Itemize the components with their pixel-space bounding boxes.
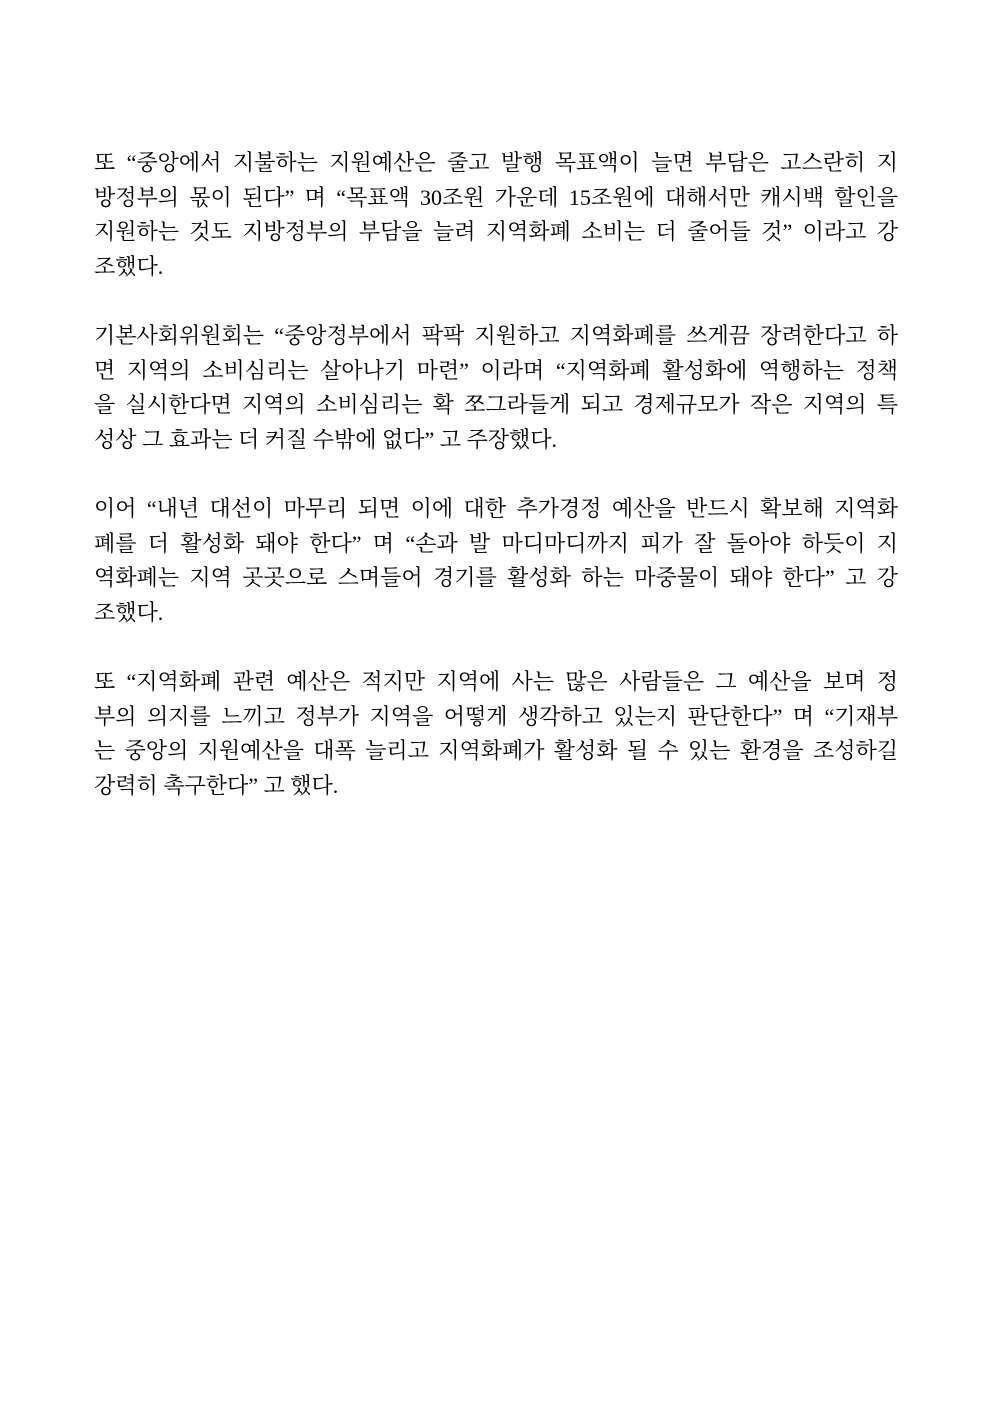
paragraph	[94, 146, 898, 284]
text-line: 성상 그 효과는 더 커질 수밖에 없다” 고 주장했다.	[94, 426, 558, 452]
text-line: 강력히 촉구한다” 고 했다.	[94, 772, 339, 798]
text-line: 조했다.	[94, 599, 164, 625]
text-line: 방정부의 몫이 된다” 며 “목표액 30조원 가운데 15조원에 대해서만 캐시백 할인을	[94, 184, 898, 210]
text-line: 조했다.	[94, 253, 164, 279]
text-line: 폐를 더 활성화 돼야 한다” 며 “손과 발 마디마디까지 피가 잘 돌아야 하듯이 지	[94, 530, 898, 556]
text-line: 부의 의지를 느끼고 정부가 지역을 어떻게 생각하고 있는지 판단한다” 며 “기재부	[94, 703, 898, 729]
text-line: 이어 “내년 대선이 마무리 되면 이에 대한 추가경정 예산을 반드시 확보해 지역화	[94, 495, 898, 521]
text-line: 면 지역의 소비심리는 살아나기 마련” 이라며 “지역화폐 활성화에 역행하는 정책	[94, 357, 898, 383]
text-line: 지원하는 것도 지방정부의 부담을 늘려 지역화폐 소비는 더 줄어들 것” 이라고 강	[94, 219, 898, 245]
paragraph	[94, 319, 898, 457]
text-line: 역화폐는 지역 곳곳으로 스며들어 경기를 활성화 하는 마중물이 돼야 한다” 고 강	[94, 565, 898, 591]
text-line: 또 “중앙에서 지불하는 지원예산은 줄고 발행 목표액이 늘면 부담은 고스란히 지	[94, 150, 898, 175]
text-line: 기본사회위원회는 “중앙정부에서 팍팍 지원하고 지역화폐를 쓰게끔 장려한다고 하	[94, 322, 898, 348]
document-body	[94, 146, 898, 838]
text-line: 는 중앙의 지원예산을 대폭 늘리고 지역화폐가 활성화 될 수 있는 환경을 조성하길	[94, 738, 898, 764]
paragraph	[94, 665, 898, 803]
paragraph	[94, 492, 898, 630]
text-line: 을 실시한다면 지역의 소비심리는 확 쪼그라들게 되고 경제규모가 작은 지역의 특	[94, 392, 898, 418]
text-line: 또 “지역화폐 관련 예산은 적지만 지역에 사는 많은 사람들은 그 예산을 보며 정	[94, 668, 898, 694]
